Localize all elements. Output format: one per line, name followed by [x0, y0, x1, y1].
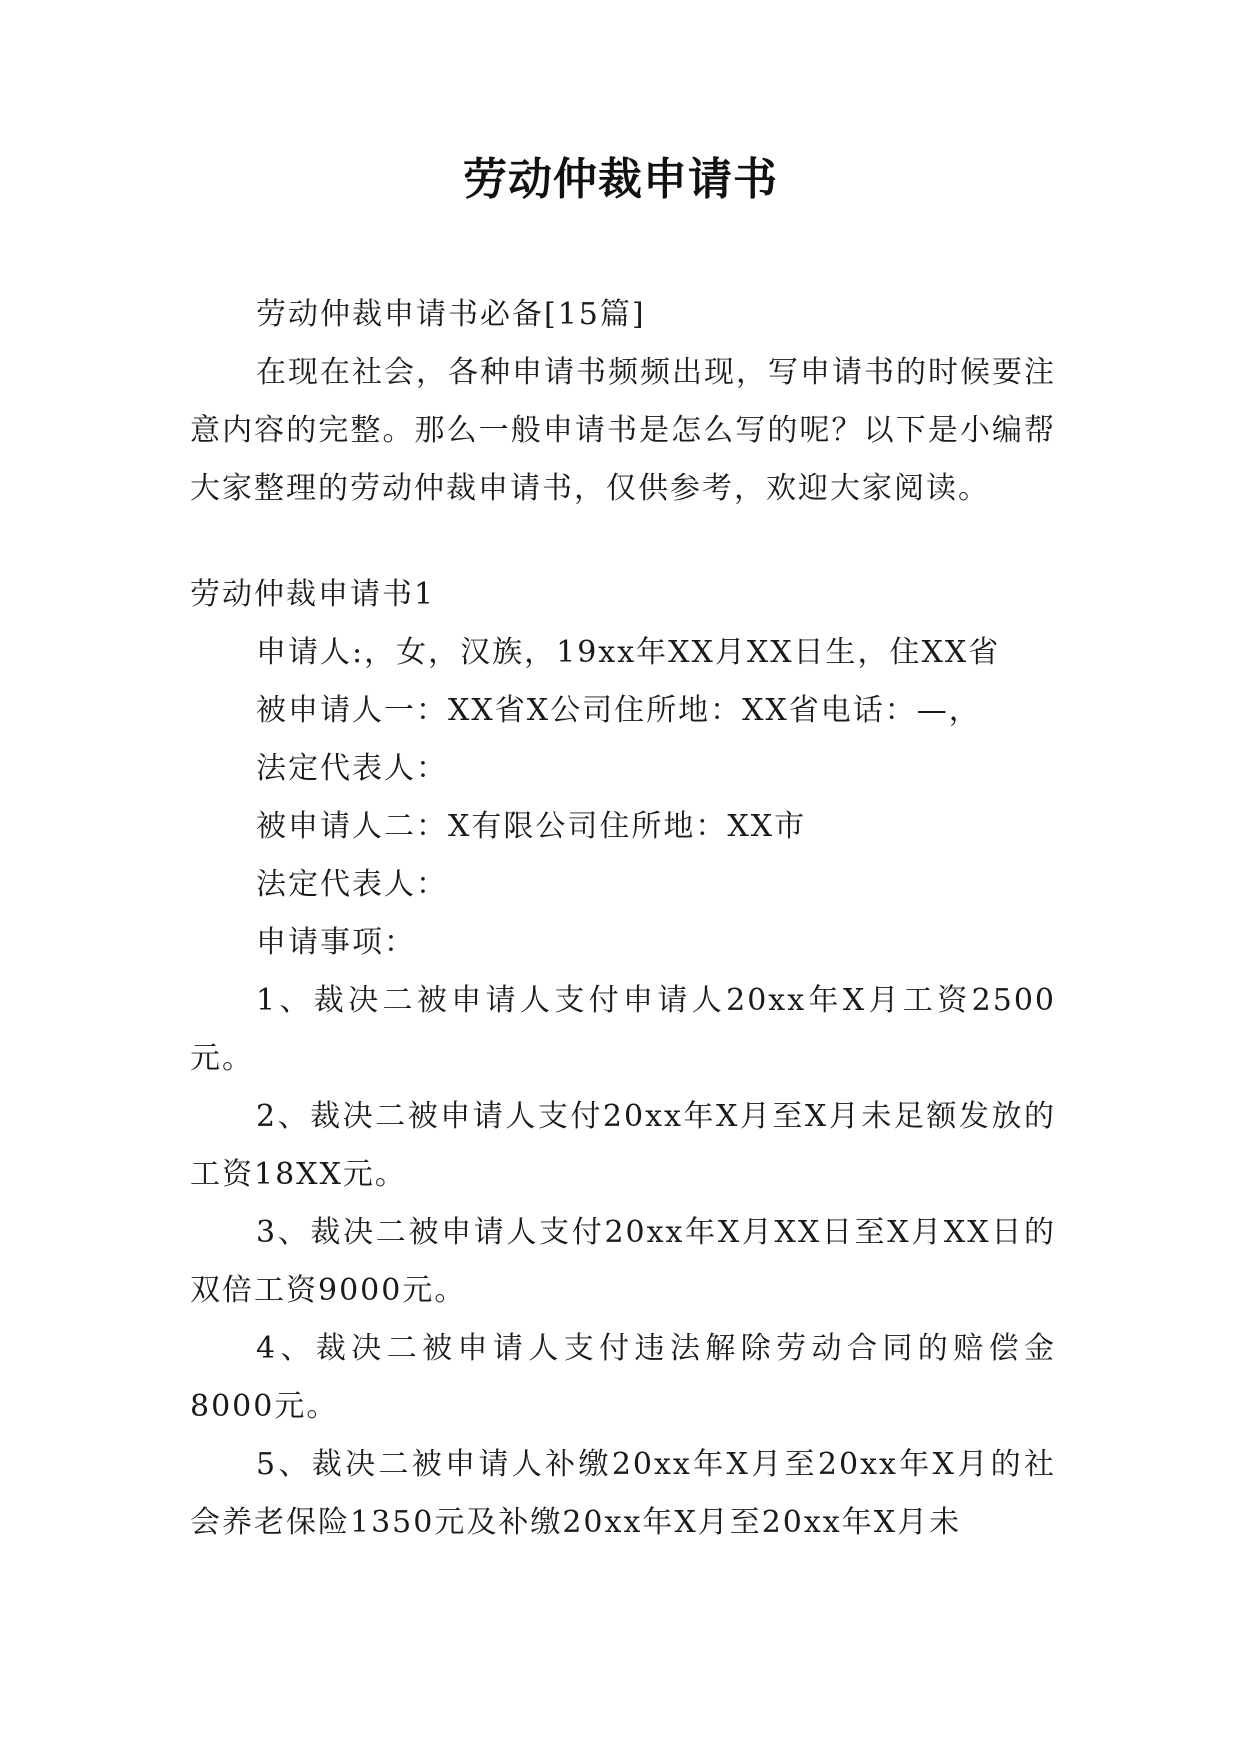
document-body [190, 286, 1056, 1552]
section-heading: 劳动仲裁申请书1 [190, 577, 436, 612]
applicant-line: 申请人:，女，汉族，19xx年XX月XX日生，住XX省 [256, 635, 1001, 670]
intro-paragraph: 在现在社会，各种申请书频频出现，写申请书的时候要注意内容的完整。那么一般申请书是怎么写的呢？以下是小编帮大家整理的劳动仲裁申请书，仅供参考，欢迎大家阅读。 [190, 355, 1056, 506]
claim-item-2: 2、裁决二被申请人支付20xx年X月至X月未足额发放的工资18XX元。 [190, 1099, 1056, 1192]
document-title: 劳动仲裁申请书 [463, 154, 778, 205]
claim-item-4: 4、裁决二被申请人支付违法解除劳动合同的赔偿金8000元。 [190, 1331, 1056, 1424]
claims-heading: 申请事项： [256, 925, 416, 960]
section-gap [190, 518, 1056, 566]
claim-item-3: 3、裁决二被申请人支付20xx年X月XX日至X月XX日的双倍工资9000元。 [190, 1215, 1056, 1308]
claim-item-1: 1、裁决二被申请人支付申请人20xx年X月工资2500元。 [190, 983, 1056, 1076]
subtitle-paragraph: 劳动仲裁申请书必备[15篇] [256, 297, 646, 332]
respondent-two-line: 被申请人二：X有限公司住所地：XX市 [256, 809, 807, 844]
respondent-one-line: 被申请人一：XX省X公司住所地：XX省电话：—， [256, 693, 981, 728]
legal-rep-line-1: 法定代表人： [256, 751, 448, 786]
legal-rep-line-2: 法定代表人： [256, 867, 448, 902]
claim-item-5: 5、裁决二被申请人补缴20xx年X月至20xx年X月的社会养老保险1350元及补缴20xx年X月至20xx年X月未 [190, 1447, 1056, 1540]
